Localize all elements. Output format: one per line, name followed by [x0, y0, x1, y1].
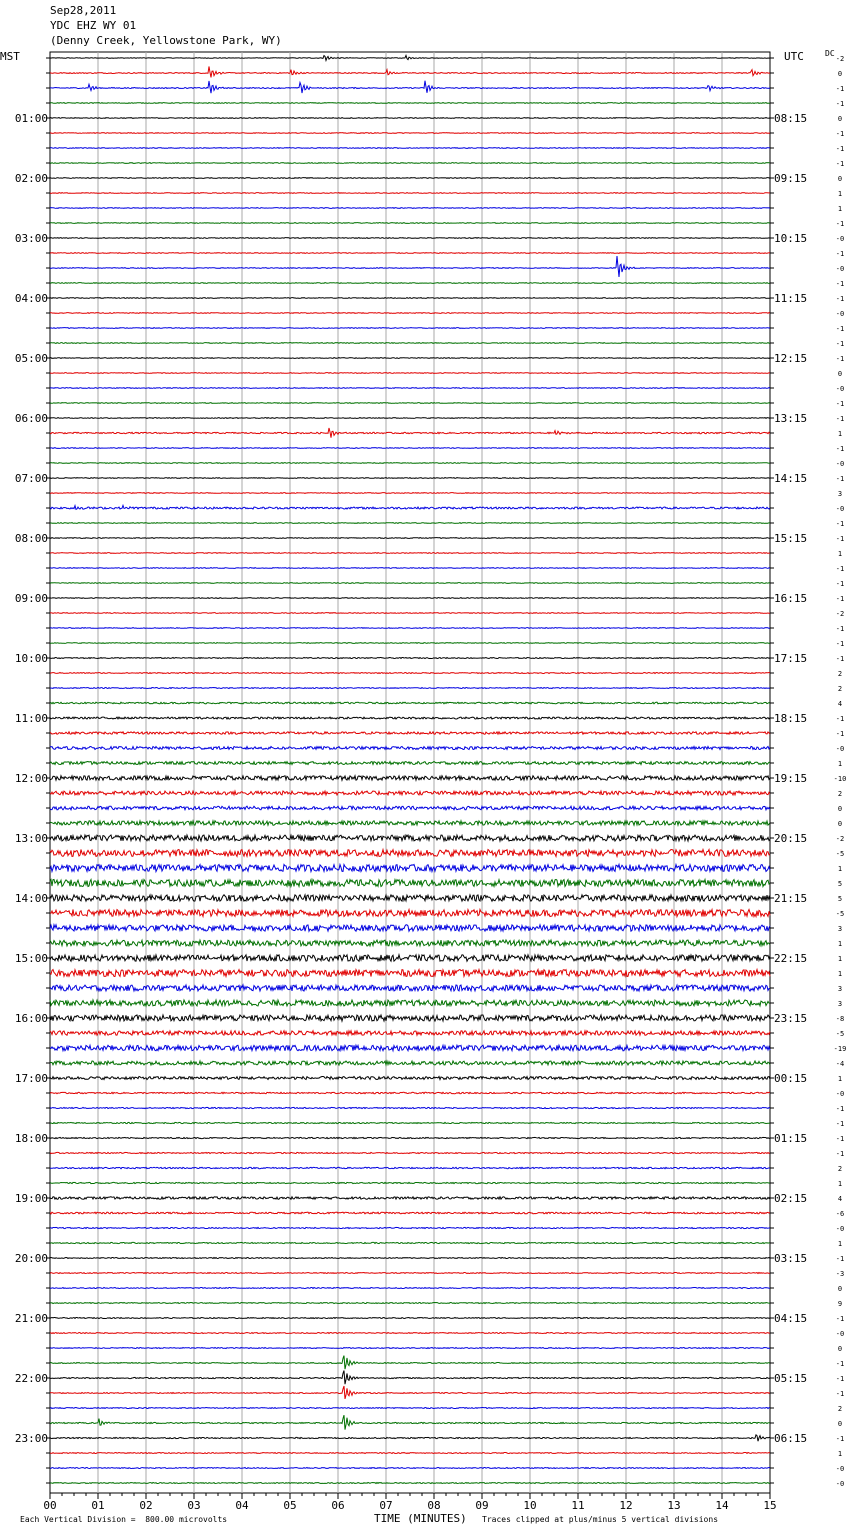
dc-offset-value: -0 — [835, 505, 845, 513]
right-hour-label: 04:15 — [774, 1312, 808, 1325]
dc-offset-value: -4 — [835, 1060, 845, 1068]
right-timezone-label: UTC — [784, 50, 804, 63]
dc-offset-value: -1 — [835, 520, 845, 528]
left-hour-label: 03:00 — [14, 232, 48, 245]
trace-line — [50, 178, 770, 179]
trace-line — [50, 865, 770, 872]
right-hour-label: 11:15 — [774, 292, 808, 305]
trace-line — [50, 1122, 770, 1123]
dc-offset-value: -0 — [835, 235, 845, 243]
left-timezone-label: MST — [0, 50, 20, 63]
right-hour-label: 21:15 — [774, 892, 808, 905]
x-tick-label: 07 — [379, 1499, 393, 1512]
trace-line — [50, 583, 770, 584]
left-hour-label: 10:00 — [14, 652, 48, 665]
trace-line — [50, 658, 770, 659]
dc-offset-value: -1 — [835, 1360, 845, 1368]
left-hour-label: 15:00 — [14, 952, 48, 965]
right-hour-label: 19:15 — [774, 772, 808, 785]
right-hour-label: 22:15 — [774, 952, 808, 965]
trace-line — [50, 163, 770, 164]
x-tick-label: 03 — [187, 1499, 201, 1512]
trace-line — [50, 388, 770, 389]
dc-offset-value: -1 — [835, 280, 845, 288]
dc-offset-value: 0 — [837, 115, 843, 123]
left-hour-label: 11:00 — [14, 712, 48, 725]
x-tick-label: 10 — [523, 1499, 537, 1512]
left-hour-label: 16:00 — [14, 1012, 48, 1025]
trace-line — [50, 1182, 770, 1183]
dc-offset-value: 1 — [837, 955, 843, 963]
dc-offset-value: 1 — [837, 1180, 843, 1188]
dc-offset-value: -1 — [835, 1390, 845, 1398]
right-hour-label: 08:15 — [774, 112, 808, 125]
dc-offset-value: -1 — [835, 250, 845, 258]
dc-offset-value: -1 — [835, 625, 845, 633]
dc-offset-value: 0 — [837, 805, 843, 813]
dc-offset-value: -1 — [835, 580, 845, 588]
x-tick-label: 08 — [427, 1499, 441, 1512]
trace-line — [50, 1077, 770, 1080]
left-hour-label: 21:00 — [14, 1312, 48, 1325]
left-hour-label: 18:00 — [14, 1132, 48, 1145]
dc-offset-value: 1 — [837, 205, 843, 213]
x-tick-label: 15 — [763, 1499, 777, 1512]
dc-offset-value: -1 — [835, 535, 845, 543]
trace-line — [50, 328, 770, 329]
trace-line — [50, 298, 770, 299]
trace-line — [50, 1386, 770, 1399]
trace-line — [50, 223, 770, 224]
dc-offset-value: -3 — [835, 1270, 845, 1278]
dc-offset-value: 2 — [837, 1405, 843, 1413]
dc-offset-value: 0 — [837, 70, 843, 78]
dc-offset-value: -0 — [835, 385, 845, 393]
trace-line — [50, 553, 770, 554]
trace-line — [50, 403, 770, 404]
trace-line — [50, 568, 770, 569]
dc-offset-value: -1 — [835, 1255, 845, 1263]
dc-offset-value: 2 — [837, 685, 843, 693]
trace-line — [50, 1435, 770, 1441]
dc-offset-value: -0 — [835, 1480, 845, 1488]
dc-offset-value: -1 — [835, 295, 845, 303]
dc-offset-value: 1 — [837, 1075, 843, 1083]
left-hour-label: 17:00 — [14, 1072, 48, 1085]
dc-offset-value: 0 — [837, 1345, 843, 1353]
left-hour-label: 02:00 — [14, 172, 48, 185]
right-hour-label: 05:15 — [774, 1372, 808, 1385]
dc-offset-value: 3 — [837, 925, 843, 933]
x-tick-label: 11 — [571, 1499, 585, 1512]
right-hour-label: 18:15 — [774, 712, 808, 725]
plot-date: Sep28,2011 — [50, 4, 117, 17]
trace-line — [50, 1167, 770, 1168]
trace-line — [50, 1092, 770, 1093]
dc-offset-value: 5 — [837, 895, 843, 903]
dc-offset-value: -5 — [835, 850, 845, 858]
dc-offset-value: 3 — [837, 985, 843, 993]
left-hour-label: 19:00 — [14, 1192, 48, 1205]
dc-offset-value: 2 — [837, 670, 843, 678]
trace-line — [50, 1415, 770, 1430]
trace-line — [50, 717, 770, 719]
trace-line — [50, 148, 770, 149]
left-hour-label: 20:00 — [14, 1252, 48, 1265]
trace-line — [50, 1453, 770, 1454]
trace-line — [50, 1000, 770, 1006]
dc-offset-value: 5 — [837, 880, 843, 888]
trace-line — [50, 133, 770, 134]
trace-line — [50, 598, 770, 599]
dc-offset-value: -1 — [835, 1375, 845, 1383]
dc-offset-value: -1 — [835, 400, 845, 408]
dc-offset-value: -0 — [835, 460, 845, 468]
right-hour-label: 00:15 — [774, 1072, 808, 1085]
trace-line — [50, 1137, 770, 1138]
trace-line — [50, 1197, 770, 1199]
trace-line — [50, 238, 770, 239]
right-hour-label: 01:15 — [774, 1132, 808, 1145]
dc-offset-value: -1 — [835, 130, 845, 138]
right-hour-label: 20:15 — [774, 832, 808, 845]
dc-offset-value: -1 — [835, 655, 845, 663]
left-hour-label: 06:00 — [14, 412, 48, 425]
dc-offset-value: 1 — [837, 1240, 843, 1248]
x-tick-label: 02 — [139, 1499, 153, 1512]
dc-offset-value: -1 — [835, 340, 845, 348]
dc-offset-value: 4 — [837, 700, 843, 708]
trace-line — [50, 628, 770, 629]
trace-line — [50, 747, 770, 750]
trace-line — [50, 970, 770, 977]
trace-line — [50, 806, 770, 810]
x-tick-label: 06 — [331, 1499, 345, 1512]
left-hour-label: 07:00 — [14, 472, 48, 485]
trace-line — [50, 1356, 770, 1370]
dc-offset-value: -1 — [835, 1105, 845, 1113]
trace-line — [50, 821, 770, 825]
trace-line — [50, 613, 770, 614]
left-hour-label: 14:00 — [14, 892, 48, 905]
trace-line — [50, 702, 770, 704]
dc-offset-value: 2 — [837, 1165, 843, 1173]
dc-offset-value: -1 — [835, 640, 845, 648]
clip-note: Traces clipped at plus/minus 5 vertical divisions — [482, 1515, 719, 1524]
trace-line — [50, 940, 770, 946]
x-tick-label: 01 — [91, 1499, 105, 1512]
dc-offset-value: -1 — [835, 565, 845, 573]
left-hour-label: 04:00 — [14, 292, 48, 305]
dc-offset-value: -0 — [835, 310, 845, 318]
trace-line — [50, 732, 770, 734]
dc-offset-value: 3 — [837, 1000, 843, 1008]
trace-line — [50, 643, 770, 644]
dc-offset-value: -0 — [835, 265, 845, 273]
right-hour-label: 02:15 — [774, 1192, 808, 1205]
dc-offset-value: -1 — [835, 730, 845, 738]
dc-offset-value: 1 — [837, 430, 843, 438]
dc-offset-value: 1 — [837, 865, 843, 873]
dc-offset-value: -1 — [835, 1315, 845, 1323]
dc-offset-value: -2 — [835, 610, 845, 618]
trace-line — [50, 925, 770, 931]
trace-line — [50, 1031, 770, 1035]
trace-line — [50, 1318, 770, 1319]
dc-offset-value: -1 — [835, 715, 845, 723]
trace-line — [50, 1107, 770, 1108]
left-hour-label: 05:00 — [14, 352, 48, 365]
dc-offset-value: 0 — [837, 175, 843, 183]
right-hour-label: 17:15 — [774, 652, 808, 665]
left-hour-label: 22:00 — [14, 1372, 48, 1385]
trace-line — [50, 955, 770, 961]
right-hour-label: 10:15 — [774, 232, 808, 245]
trace-line — [50, 835, 770, 841]
trace-line — [50, 1152, 770, 1153]
dc-offset-value: 1 — [837, 970, 843, 978]
trace-line — [50, 81, 770, 94]
trace-line — [50, 1348, 770, 1349]
dc-offset-value: -2 — [835, 55, 845, 63]
left-hour-label: 01:00 — [14, 112, 48, 125]
dc-offset-value: -2 — [835, 835, 845, 843]
trace-line — [50, 463, 770, 464]
dc-offset-value: -19 — [833, 1045, 847, 1053]
dc-offset-value: -1 — [835, 145, 845, 153]
x-tick-label: 14 — [715, 1499, 729, 1512]
trace-line — [50, 985, 770, 991]
trace-line — [50, 688, 770, 689]
dc-offset-value: -5 — [835, 1030, 845, 1038]
dc-offset-value: -1 — [835, 100, 845, 108]
trace-line — [50, 1288, 770, 1289]
trace-line — [50, 762, 770, 765]
trace-line — [50, 1483, 770, 1484]
dc-offset-value: -0 — [835, 1090, 845, 1098]
right-hour-label: 13:15 — [774, 412, 808, 425]
trace-line — [50, 850, 770, 857]
x-tick-label: 04 — [235, 1499, 249, 1512]
trace-line — [50, 343, 770, 344]
dc-offset-value: 1 — [837, 550, 843, 558]
dc-offset-value: 9 — [837, 1300, 843, 1308]
dc-offset-value: -1 — [835, 1150, 845, 1158]
trace-line — [50, 1371, 770, 1385]
trace-line — [50, 776, 770, 780]
dc-offset-value: 1 — [837, 760, 843, 768]
dc-offset-value: 1 — [837, 1450, 843, 1458]
dc-offset-value: 3 — [837, 490, 843, 498]
trace-line — [50, 1273, 770, 1274]
dc-offset-value: -1 — [835, 160, 845, 168]
dc-offset-value: -0 — [835, 1465, 845, 1473]
trace-line — [50, 1045, 770, 1051]
dc-offset-value: -1 — [835, 325, 845, 333]
trace-line — [50, 283, 770, 284]
trace-line — [50, 428, 770, 438]
trace-line — [50, 1408, 770, 1409]
right-hour-label: 06:15 — [774, 1432, 808, 1445]
trace-line — [50, 523, 770, 524]
trace-line — [50, 313, 770, 314]
dc-offset-value: -1 — [835, 85, 845, 93]
trace-line — [50, 1227, 770, 1228]
trace-line — [50, 478, 770, 479]
dc-offset-value: -0 — [835, 1330, 845, 1338]
dc-offset-value: -1 — [835, 475, 845, 483]
dc-offset-value: 0 — [837, 370, 843, 378]
dc-offset-value: 2 — [837, 790, 843, 798]
trace-line — [50, 118, 770, 119]
dc-offset-value: -0 — [835, 1225, 845, 1233]
trace-line — [50, 1242, 770, 1243]
dc-offset-value: -1 — [835, 1135, 845, 1143]
trace-line — [50, 358, 770, 359]
left-hour-label: 23:00 — [14, 1432, 48, 1445]
dc-offset-value: -1 — [835, 220, 845, 228]
dc-offset-value: 0 — [837, 1285, 843, 1293]
trace-line — [50, 103, 770, 104]
dc-offset-value: -1 — [835, 1120, 845, 1128]
dc-offset-value: -6 — [835, 1210, 845, 1218]
trace-line — [50, 1303, 770, 1304]
vertical-division-note: Each Vertical Division = 800.00 microvolts — [20, 1515, 228, 1524]
trace-line — [50, 66, 770, 77]
dc-offset-value: -1 — [835, 445, 845, 453]
trace-line — [50, 1212, 770, 1214]
x-tick-label: 05 — [283, 1499, 297, 1512]
trace-line — [50, 193, 770, 194]
trace-line — [50, 1258, 770, 1259]
station-location: (Denny Creek, Yellowstone Park, WY) — [50, 34, 282, 47]
dc-offset-value: -5 — [835, 910, 845, 918]
trace-line — [50, 208, 770, 209]
x-tick-label: 12 — [619, 1499, 633, 1512]
trace-line — [50, 418, 770, 419]
dc-offset-value: 4 — [837, 1195, 843, 1203]
x-axis-title: TIME (MINUTES) — [374, 1512, 467, 1525]
trace-line — [50, 448, 770, 449]
dc-offset-value: 1 — [837, 940, 843, 948]
dc-offset-value: 0 — [837, 820, 843, 828]
right-hour-label: 12:15 — [774, 352, 808, 365]
right-hour-label: 03:15 — [774, 1252, 808, 1265]
trace-line — [50, 256, 770, 277]
trace-line — [50, 538, 770, 539]
trace-line — [50, 1468, 770, 1469]
left-hour-label: 08:00 — [14, 532, 48, 545]
trace-line — [50, 895, 770, 901]
trace-line — [50, 253, 770, 254]
dc-offset-value: -1 — [835, 415, 845, 423]
dc-offset-value: 0 — [837, 1420, 843, 1428]
x-tick-label: 00 — [43, 1499, 57, 1512]
left-hour-label: 12:00 — [14, 772, 48, 785]
trace-line — [50, 880, 770, 887]
dc-offset-value: -8 — [835, 1015, 845, 1023]
trace-line — [50, 791, 770, 795]
dc-offset-value: -1 — [835, 1435, 845, 1443]
right-hour-label: 09:15 — [774, 172, 808, 185]
trace-line — [50, 505, 770, 509]
trace-line — [50, 373, 770, 374]
x-tick-label: 09 — [475, 1499, 489, 1512]
station-code: YDC EHZ WY 01 — [50, 19, 137, 32]
dc-offset-value: -1 — [835, 355, 845, 363]
right-hour-label: 16:15 — [774, 592, 808, 605]
dc-offset-value: -1 — [835, 595, 845, 603]
trace-line — [50, 910, 770, 917]
trace-line — [50, 1061, 770, 1065]
dc-offset-value: 1 — [837, 190, 843, 198]
trace-line — [50, 55, 770, 60]
dc-offset-value: -10 — [833, 775, 847, 783]
right-hour-label: 15:15 — [774, 532, 808, 545]
trace-line — [50, 1015, 770, 1021]
trace-line — [50, 673, 770, 674]
trace-line — [50, 1333, 770, 1334]
right-hour-label: 23:15 — [774, 1012, 808, 1025]
left-hour-label: 09:00 — [14, 592, 48, 605]
dc-offset-value: -0 — [835, 745, 845, 753]
dc-offset-header: DC — [825, 49, 835, 58]
left-hour-label: 13:00 — [14, 832, 48, 845]
right-hour-label: 14:15 — [774, 472, 808, 485]
x-tick-label: 13 — [667, 1499, 681, 1512]
trace-line — [50, 493, 770, 494]
